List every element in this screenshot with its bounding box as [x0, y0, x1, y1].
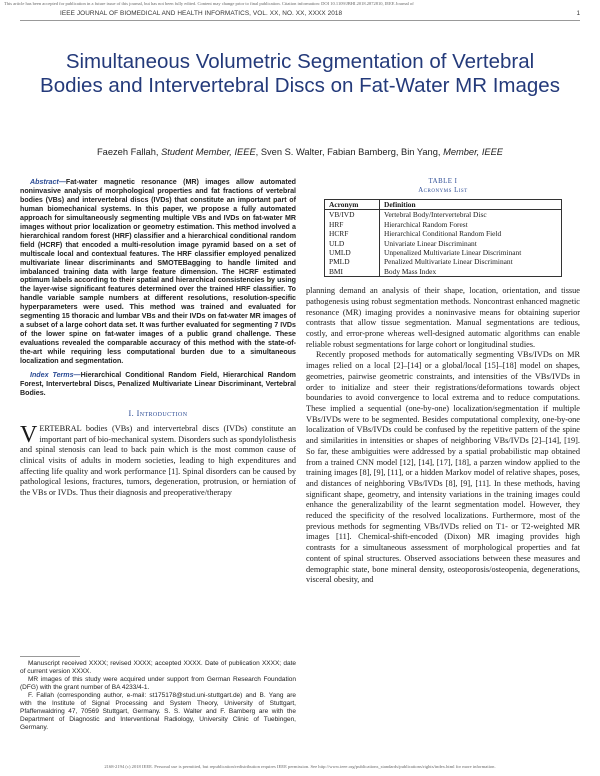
intro-paragraph	[20, 421, 296, 499]
table-row	[325, 239, 562, 248]
copyright-footer: 2168-2194 (c) 2018 IEEE. Personal use is permitted, but republication/redistribution requires IEEE permission. See http://www.ieee.org/publications_standards/publications/rights/index.html for more information.	[104, 764, 496, 769]
definition-cell: Univariate Linear Discriminant	[380, 239, 562, 248]
footnote-funding: MR images of this study were acquired under support from German Research Foundation (DFG) with the grant number of BA 4233/4-1.	[20, 676, 296, 691]
section-heading-introduction	[20, 408, 296, 420]
dropcap-letter: V	[20, 421, 38, 448]
authors-role-a: Student Member, IEEE	[161, 147, 256, 157]
table-row	[325, 257, 562, 266]
table-row	[325, 220, 562, 229]
body-paragraph-2: Recently proposed methods for automatically segmenting VBs/IVDs on MR images relied on a local [2]–[14] or a global/local [15]–[18] model on shapes, geometries, pairwise geometric constraints, and intensities of the VBs/IVDs in order to initialize and steer their registrations/deformations towards object boundaries to avoid convergence to local extrema and to reduce computations. These implied a sequential (one-by-one) localization/segmentation if multiple VBs/IVDs were to be segmented. Besides computational complexity, one-by-one localization of VBs/IVDs could be confused by the repetitive pattern of the spine and similarities in intensities or shapes of neighboring VBs/IVDs [2]–[14], [19]. So far, these ambiguities were addressed by a spatial probabilistic map obtained from a trained CNN model [12], [14], [17], [18], a parzen window applied to the training images [8], [9], [11], or a hidden Markov model of relative shapes, poses, and distances of neighboring VBs/IVDs [8], [9], [11]. In these methods, having significant shape, geometry, and intensity variations in the training images could enhance the generalizability of the learnt segmentation model. However, they reduced the specificity of the resolved localizations. Furthermore, most of the previous methods for segmenting VBs/IVDs relied on T1- or T2-weighted MR images [11]. Chemical-shift-encoded (Dixon) MR imaging provides high contrasts for a simultaneous assessment of morphological properties and fat content of spinal structures. Observed associations between these measures and demographic state, bone mineral density, osteoporosis/osteopenia, degenerations, visceral obesity, and	[306, 350, 580, 585]
column-header-acronym: Acronym	[325, 200, 380, 210]
acronym-cell: UMLD	[325, 248, 380, 257]
paper-title: Simultaneous Volumetric Segmentation of Vertebral Bodies and Intervertebral Discs on Fat-Water MR Images	[40, 50, 560, 97]
table-header-row	[325, 200, 562, 210]
table-row	[325, 210, 562, 220]
acronym-cell: HCRF	[325, 229, 380, 238]
left-column	[20, 178, 296, 499]
right-column	[306, 178, 580, 586]
authors-part-b: , Sven S. Walter, Fabian Bamberg, Bin Yang,	[255, 147, 444, 157]
index-terms	[20, 371, 296, 398]
table-caption	[306, 178, 580, 195]
table-row	[325, 229, 562, 238]
index-terms-text: Hierarchical Conditional Random Field, Hierarchical Random Forest, Intervertebral Discs, Penalized Multivariate Linear Discriminant, Vertebral Bodies.	[20, 371, 296, 397]
footnote-rule	[20, 656, 80, 657]
footnote-affiliation: F. Fallah (corresponding author, e-mail: st175178@stud.uni-stuttgart.de) and B. Yang are with the Institute of Signal Processing and System Theory, University of Stuttgart, Pfaffenwaldring 47, 70569 Stuttgart, Germany. S. S. Walter and F. Bamberg are with the Department of Diagnostic and Interventional Radiology, University Clinic of Tuebingen, Germany.	[20, 692, 296, 731]
table-row	[325, 248, 562, 257]
footnotes	[20, 656, 296, 732]
definition-cell: Vertebral Body/Intervertebral Disc	[380, 210, 562, 220]
definition-cell: Penalized Multivariate Linear Discriminant	[380, 257, 562, 266]
authors-role-b: Member, IEEE	[443, 147, 504, 157]
authors-part-a: Faezeh Fallah,	[96, 147, 162, 157]
acronym-table	[324, 199, 562, 277]
preprint-notice: This article has been accepted for publication in a future issue of this journal, but has not been fully edited. Content may change prior to final publication. Citation information: DOI 10.1109/JBHI.2018.2872810, IEEE Journal of	[4, 1, 414, 6]
right-body	[306, 286, 580, 586]
definition-cell: Hierarchical Conditional Random Field	[380, 229, 562, 238]
abstract	[20, 178, 296, 366]
body-paragraph-1: planning demand an analysis of their shape, location, orientation, and tissue pathogenesis using robust segmentation methods. Noncontrast enhanced magnetic resonance (MR) imaging provides a noninvasive means for obtaining superior contrasts that allow tissue segmentation. Manual segmentations are tedious, costly, and error-prone whereas well-designed automatic algorithms can enable reliable robust segmentations for large cohort or longitudinal studies.	[306, 286, 580, 349]
intro-text: ERTEBRAL bodies (VBs) and intervertebral discs (IVDs) constitute an important part of bio-mechanical system. Disorders such as spondylolisthesis and spinal stenosis can lead to back pain which is the most common cause of clinical visits of adults in modern societies, leading to high expenditures and affecting life quality and work performance [1]. Spinal disorders can be caused by pathological lesions, fractures, tumors, degeneration, protrusion, or herniation of the VBs or IVDs. Thus their diagnosis and preoperative/therapy	[20, 423, 296, 498]
acronym-cell: HRF	[325, 220, 380, 229]
definition-cell: Body Mass Index	[380, 267, 562, 277]
abstract-text: Fat-water magnetic resonance (MR) images allow automated noninvasive analysis of morphological properties and fat fractions of vertebral bodies (VBs) and intervertebral discs (IVDs) that constitute an important part of human biomechanical systems. In this paper, we propose a fully automated approach for simultaneously segmenting multiple VBs and IVDs on fat-water MR images without prior localization or geometry estimation. This method involved a hierarchical random forest (HRF) classifier and a hierarchical conditional random field (HCRF) that encoded a multi-resolution image pyramid based on a set of multiscale local and contextual features. The HRF classifier employed penalized multivariate linear discriminants and SMOTEBagging to handle limited and imbalanced training data with large feature dimension. The HCRF estimated optimum labels according to their spatial and hierarchical consistencies by using the layer-wise significant features determined over the trained HRF classifier. To handle variable sample numbers at different resolutions, resolution-specific hyperparameters were used. This method was trained and evaluated for segmenting 15 thoracic and lumbar VBs and their IVDs on fat-water MR images of a subset of a large cohort data set. It was further evaluated for segmenting 7 IVDs of the lower spine on fat-water images of a public grand challenge. These evaluations revealed the comparable accuracy of this method with the state-of-the-art while requiring less computational burden due to a simultaneous localization and segmentation.	[20, 178, 296, 366]
author-list	[30, 146, 570, 158]
acronym-cell: BMI	[325, 267, 380, 277]
definition-cell: Unpenalized Multivariate Linear Discriminant	[380, 248, 562, 257]
table-title: Acronyms List	[418, 186, 468, 194]
acronym-cell: ULD	[325, 239, 380, 248]
index-terms-label: Index Terms—	[30, 371, 81, 380]
footnote-received: Manuscript received XXXX; revised XXXX; accepted XXXX. Date of publication XXXX; date of current version XXXX.	[20, 660, 296, 675]
table-number: TABLE I	[428, 178, 458, 185]
acronym-cell: PMLD	[325, 257, 380, 266]
abstract-label: Abstract—	[30, 178, 66, 186]
definition-cell: Hierarchical Random Forest	[380, 220, 562, 229]
journal-name: IEEE JOURNAL OF BIOMEDICAL AND HEALTH INFORMATICS, VOL. XX, NO. XX, XXXX 2018	[60, 10, 343, 17]
column-header-definition: Definition	[380, 200, 562, 210]
section-number: I.	[128, 408, 137, 418]
section-title: Introduction	[136, 408, 188, 418]
acronym-cell: VB/IVD	[325, 210, 380, 220]
running-head	[20, 8, 580, 21]
page-number: 1	[576, 10, 580, 17]
table-row	[325, 267, 562, 277]
